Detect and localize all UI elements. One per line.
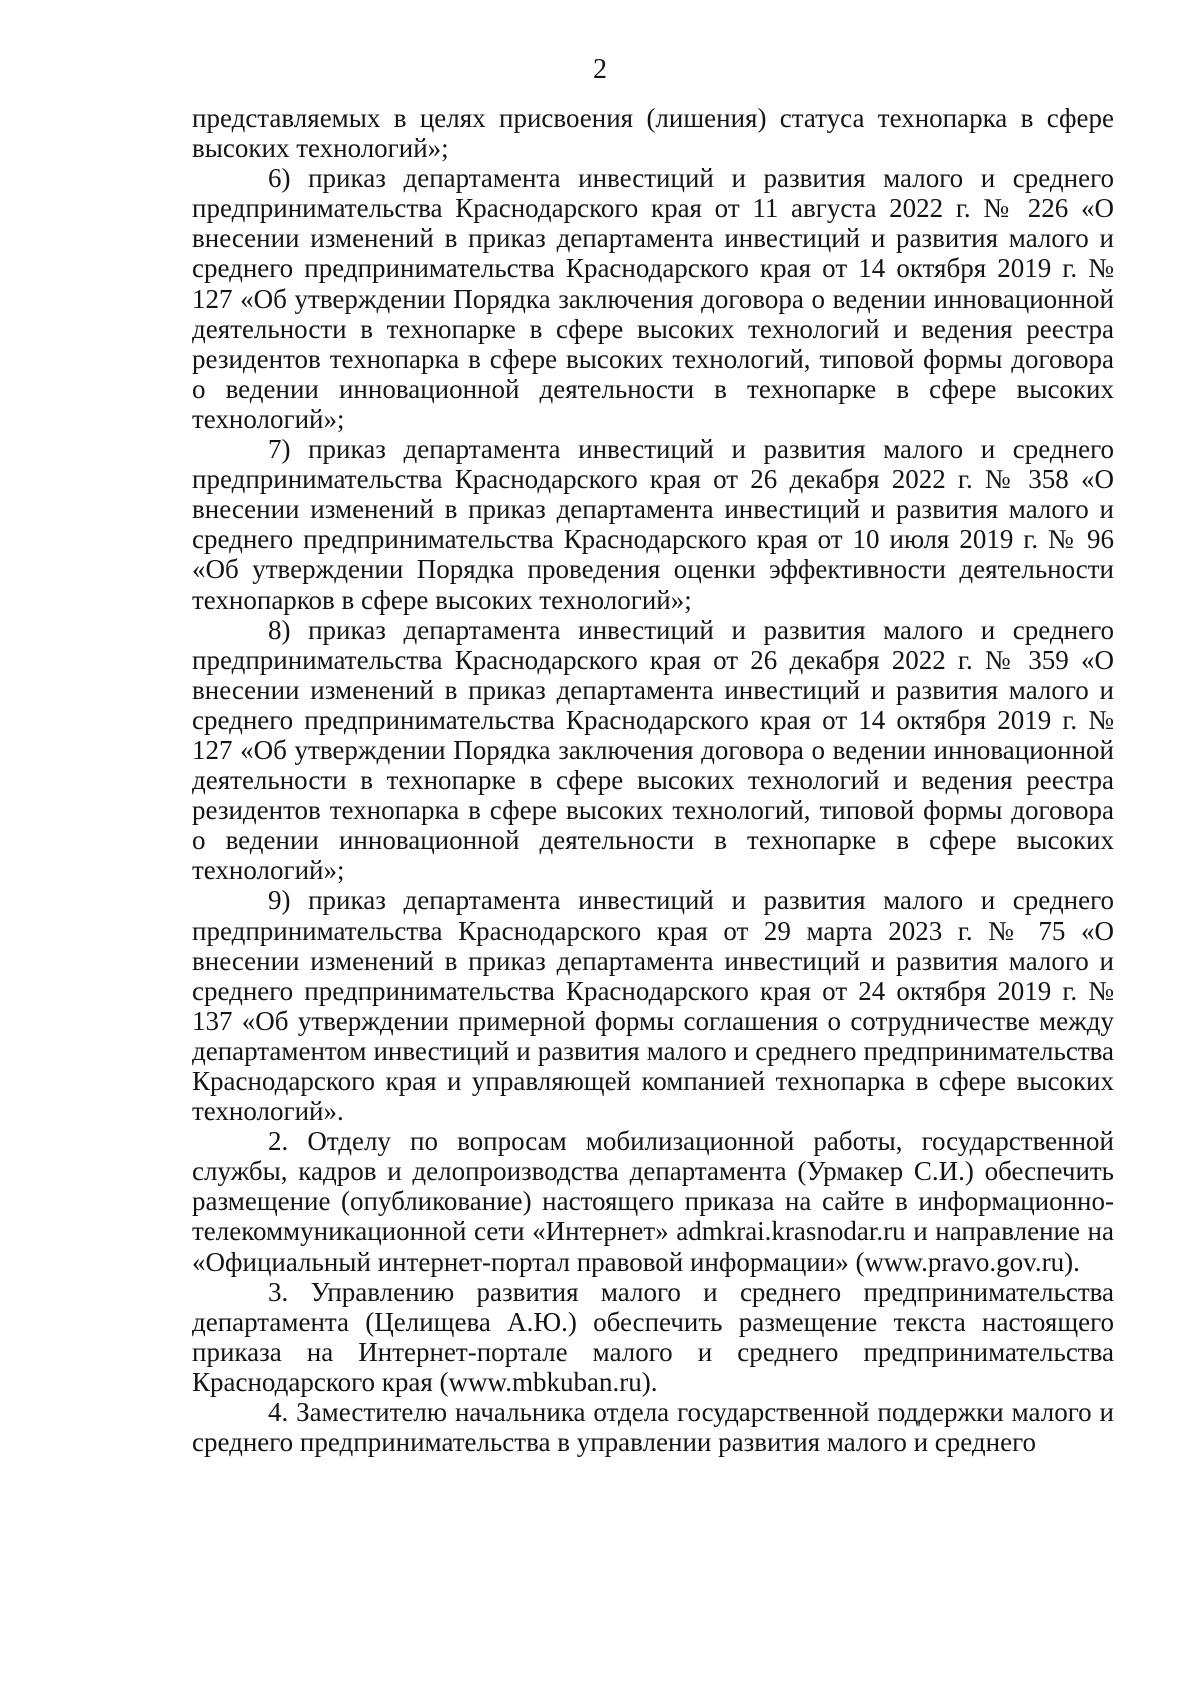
page-number: 2: [593, 54, 607, 85]
paragraph-point-4: 4. Заместителю начальника отдела государственной поддержки малого и среднего предпринимательства в управлении развития малого и среднего: [192, 1397, 1114, 1458]
paragraph-point-3: 3. Управлению развития малого и среднего предпринимательства департамента (Целищева А.Ю.) обеспечить размещение текста настоящего приказа на Интернет-портале малого и среднего предпринимательства Краснодарского края (www.mbkuban.ru).: [192, 1276, 1114, 1397]
paragraph-item-8: 8) приказ департамента инвестиций и развития малого и среднего предпринимательства Краснодарского края от 26 декабря 2022 г. № 359 «О внесении изменений в приказ департамента инвестиций и развития малого и среднего предпринимательства Краснодарского края от 14 октября 2019 г. № 127 «Об утверждении Порядка заключения договора о ведении инновационной деятельности в технопарке в сфере высоких технологий и ведения реестра резидентов технопарка в сфере высоких технологий, типовой формы договора о ведении инновационной деятельности в технопарке в сфере высоких технологий»;: [192, 614, 1114, 886]
paragraph-continuation: представляемых в целях присвоения (лишения) статуса технопарка в сфере высоких технологий»;: [192, 103, 1114, 164]
paragraph-item-9: 9) приказ департамента инвестиций и развития малого и среднего предпринимательства Краснодарского края от 29 марта 2023 г. № 75 «О внесении изменений в приказ департамента инвестиций и развития малого и среднего предпринимательства Краснодарского края от 24 октября 2019 г. № 137 «Об утверждении примерной формы соглашения о сотрудничестве между департаментом инвестиций и развития малого и среднего предпринимательства Краснодарского края и управляющей компанией технопарка в сфере высоких технологий».: [192, 885, 1114, 1127]
paragraph-item-6: 6) приказ департамента инвестиций и развития малого и среднего предпринимательства Краснодарского края от 11 августа 2022 г. № 226 «О внесении изменений в приказ департамента инвестиций и развития малого и среднего предпринимательства Краснодарского края от 14 октября 2019 г. № 127 «Об утверждении Порядка заключения договора о ведении инновационной деятельности в технопарке в сфере высоких технологий и ведения реестра резидентов технопарка в сфере высоких технологий, типовой формы договора о ведении инновационной деятельности в технопарке в сфере высоких технологий»;: [192, 163, 1114, 434]
document-body: [192, 103, 1114, 1457]
paragraph-item-7: 7) приказ департамента инвестиций и развития малого и среднего предпринимательства Краснодарского края от 26 декабря 2022 г. № 358 «О внесении изменений в приказ департамента инвестиций и развития малого и среднего предпринимательства Краснодарского края от 10 июля 2019 г. № 96 «Об утверждении Порядка проведения оценки эффективности деятельности технопарков в сфере высоких технологий»;: [192, 434, 1114, 615]
paragraph-point-2: 2. Отделу по вопросам мобилизационной работы, государственной службы, кадров и делопроизводства департамента (Урмакер С.И.) обеспечить размещение (опубликование) настоящего приказа на сайте в информационно-телекоммуникационной сети «Интернет» admkrai.krasnodar.ru и направление на «Официальный интернет-портал правовой информации» (www.pravo.gov.ru).: [192, 1126, 1114, 1277]
